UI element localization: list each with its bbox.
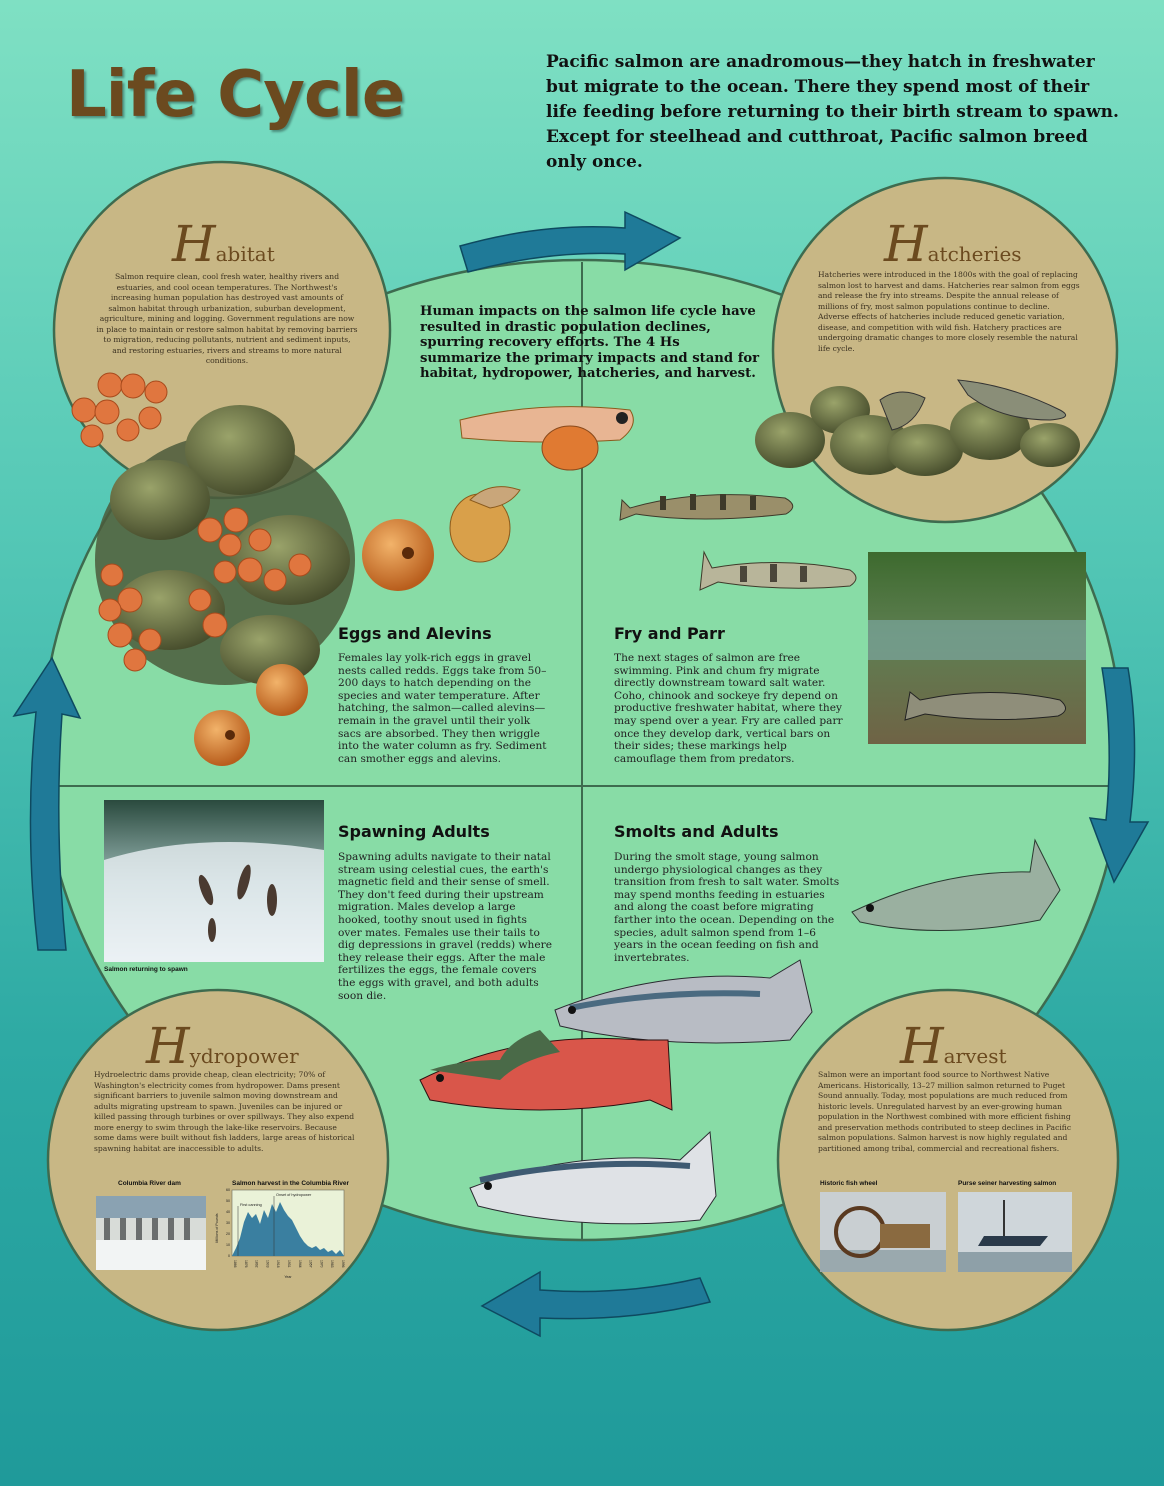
hatcheries-initial: H <box>884 215 928 273</box>
purse-seiner-caption: Purse seiner harvesting salmon <box>958 1180 1057 1187</box>
dam-photo <box>96 1196 206 1270</box>
chart-x-tick: 1970 <box>319 1260 324 1268</box>
chart-y-tick: 60 <box>226 1188 230 1193</box>
fish-wheel-photo <box>820 1192 946 1272</box>
fish-wheel-caption: Historic fish wheel <box>820 1180 878 1187</box>
chart-y-tick: 30 <box>226 1221 230 1226</box>
chart-annotation-hydropower: Onset of hydropower <box>276 1193 312 1197</box>
page-title: Life Cycle <box>66 58 405 132</box>
chart-x-tick: 1983 <box>330 1260 335 1268</box>
chart-x-tick: 1866 <box>233 1260 237 1268</box>
fry-text: The next stages of salmon are free swimming. Pink and chum fry migrate directly downstream toward salt water. Coho, chinook and sockeye fry depend on productive freshwater habitat, where they may spend over a year. Fry are called parr once they develop dark, vertical bars on their sides; these markings help camouflage them from predators. <box>614 652 843 765</box>
chart-y-tick: 40 <box>226 1210 230 1215</box>
chart-ylabel: Millions of Pounds <box>215 1213 219 1243</box>
harvest-mini-chart <box>214 1188 350 1280</box>
spawning-text: Spawning adults navigate to their natal stream using celestial cues, the earth's magnetic field and their sense of smell. They don't feed during their upstream migration. Males develop a large hooked, toothy snout used in fights over mates. Females use their tails to dig depressions in gravel (redds) where they release their eggs. After the male fertilizes the eggs, the female covers the eggs with gravel, and both adults soon die. <box>338 851 552 1002</box>
hydropower-heading-rest: ydropower <box>189 1044 299 1068</box>
habitat-heading-rest: abitat <box>215 242 275 266</box>
harvest-heading <box>900 1017 1007 1075</box>
chart-x-tick: 1903 <box>265 1260 270 1268</box>
chart-x-tick: 1918 <box>276 1260 281 1268</box>
fry-heading: Fry and Parr <box>614 624 725 643</box>
habitat-text: Salmon require clean, cool fresh water, healthy rivers and estuaries, and cool ocean temperatures. The Northwest's increasing human population has destroyed vast amounts of salmon habitat through urbanization, suburban development, agriculture, mining and logging. Government regulations are now in place to maintain or restore salmon habitat by removing barriers to migration, reducing pollutants, nutrient and sediment inputs, and restoring estuaries, rivers and streams to more natural conditions. <box>96 272 358 365</box>
chart-x-tick: 1957 <box>308 1260 313 1268</box>
habitat-initial: H <box>172 215 216 273</box>
harvest-heading-rest: arvest <box>943 1044 1007 1068</box>
habitat-heading <box>172 215 275 273</box>
cycle-arrow-bottom <box>482 1272 710 1336</box>
hatcheries-heading-rest: atcheries <box>927 242 1022 266</box>
chart-y-tick: 50 <box>226 1199 230 1204</box>
intro-paragraph: Pacific salmon are anadromous—they hatch in freshwater but migrate to the ocean. There they spend most of their life feeding before returning to their birth stream to spawn. Except for steelhead and cutthroat, Pacific salmon breed only once. <box>546 52 1119 172</box>
chart-y-tick: 10 <box>226 1243 230 1248</box>
harvest-chart-caption: Salmon harvest in the Columbia River <box>232 1180 350 1187</box>
chart-y-tick: 20 <box>226 1232 230 1237</box>
chart-annotation-first-canning: First canning <box>240 1203 262 1207</box>
hydropower-text: Hydroelectric dams provide cheap, clean electricity; 70% of Washington's electricity comes from hydropower. Dams present significant barriers to juvenile salmon moving downstream and adults migrating upstream to spawn. Juveniles can be injured or killed passing through turbines or over spillways. They also expend more energy to swim through the lake-like reservoirs. Because some dams were built without fish ladders, large areas of historical spawning habitat are inaccessible to adults. <box>94 1070 355 1153</box>
smolts-text: During the smolt stage, young salmon undergo physiological changes as they transition from fresh to salt water. Smolts may spend months feeding in estuaries and along the coast before migrating farther into the ocean. Depending on the species, adult salmon spend from 1–6 years in the ocean feeding on fish and invertebrates. <box>614 851 840 964</box>
stream-photo <box>868 552 1086 744</box>
harvest-initial: H <box>900 1017 944 1075</box>
chart-x-tick: 1931 <box>287 1260 291 1268</box>
waterfall-photo <box>104 800 324 962</box>
chart-x-tick: 1876 <box>243 1260 248 1268</box>
chart-x-tick: 1892 <box>254 1260 259 1268</box>
hatcheries-text: Hatcheries were introduced in the 1800s with the goal of replacing salmon lost to harvest and dams. Hatcheries rear salmon from eggs and release the fry into streams. Despite the annual release of millions of fry, most salmon populations continue to decline. Adverse effects of hatcheries include reduced genetic variation, disease, and competition with wild fish. Hatchery practices are undergoing dramatic changes to more closely resemble the natural life cycle. <box>818 270 1080 353</box>
hatcheries-heading <box>884 215 1022 273</box>
eggs-heading: Eggs and Alevins <box>338 624 492 643</box>
chart-x-tick: 1996 <box>341 1260 345 1268</box>
spawning-photo-caption: Salmon returning to spawn <box>104 966 188 973</box>
eggs-text: Females lay yolk-rich eggs in gravel nests called redds. Eggs take from 50–200 days to hatch depending on the species and water temperature. After hatching, the salmon—called alevins—remain in the gravel until their yolk sacs are absorbed. They then wriggle into the water column as fry. Sediment can smother eggs and alevins. <box>338 652 547 765</box>
spawning-heading: Spawning Adults <box>338 822 490 841</box>
hydropower-heading <box>146 1017 299 1075</box>
chart-x-tick: 1944 <box>297 1260 302 1268</box>
hydropower-initial: H <box>146 1017 190 1075</box>
chart-xlabel: Year <box>284 1275 292 1279</box>
purse-seiner-photo <box>958 1192 1072 1272</box>
smolts-heading: Smolts and Adults <box>614 822 779 841</box>
center-note: Human impacts on the salmon life cycle have resulted in drastic population declines, spurring recovery efforts. The 4 Hs summarize the primary impacts and stand for habitat, hydropower, hatcheries, and harvest. <box>420 304 760 381</box>
harvest-text: Salmon were an important food source to Northwest Native Americans. Historically, 13–27 million salmon returned to Puget Sound annually. Today, most populations are much reduced from historic levels. Unregulated harvest by an ever-growing human population in the Northwest combined with more efficient fishing and preservation methods contributed to steep declines in Pacific salmon populations. Salmon harvest is now highly regulated and partitioned among tribal, commercial and recreational fishers. <box>818 1070 1072 1153</box>
chart-y-tick: 0 <box>228 1254 230 1259</box>
dam-photo-caption: Columbia River dam <box>118 1180 181 1187</box>
